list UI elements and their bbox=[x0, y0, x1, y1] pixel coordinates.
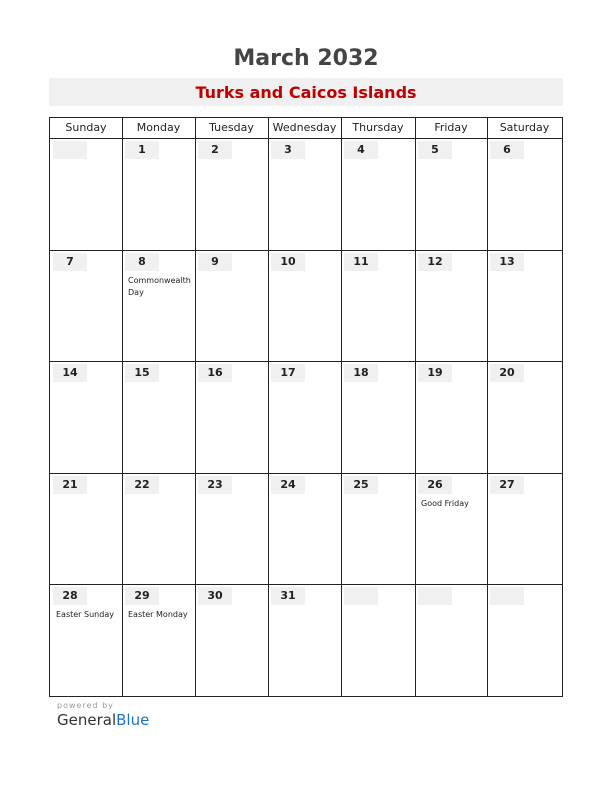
day-cell-30 bbox=[196, 585, 268, 696]
day-number-box bbox=[53, 364, 87, 382]
day-number: 16 bbox=[207, 366, 223, 379]
day-number-box bbox=[418, 587, 452, 605]
day-number-box bbox=[271, 141, 305, 159]
day-number-box bbox=[418, 253, 452, 271]
day-cell-27 bbox=[488, 474, 562, 585]
day-cell-6 bbox=[488, 139, 562, 250]
day-number bbox=[344, 587, 378, 605]
day-number-box bbox=[344, 364, 378, 382]
day-number-box bbox=[125, 587, 159, 605]
day-number-box bbox=[125, 476, 159, 494]
day-number: 17 bbox=[280, 366, 296, 379]
day-cell-3 bbox=[269, 139, 341, 250]
day-number: 5 bbox=[431, 143, 439, 156]
day-number-box bbox=[490, 141, 524, 159]
day-number-box bbox=[418, 364, 452, 382]
day-number-box bbox=[53, 476, 87, 494]
day-number-box bbox=[344, 253, 378, 271]
day-number: 24 bbox=[280, 478, 296, 491]
day-number: 7 bbox=[66, 255, 74, 268]
day-number: 2 bbox=[211, 143, 219, 156]
day-cell-10 bbox=[269, 251, 341, 362]
day-number-box bbox=[490, 476, 524, 494]
day-number-box bbox=[418, 141, 452, 159]
day-number: 25 bbox=[353, 478, 369, 491]
day-number-box bbox=[198, 587, 232, 605]
day-number: 26 bbox=[427, 478, 443, 491]
weekday-header-row bbox=[50, 118, 562, 139]
empty-day-cell bbox=[51, 139, 122, 250]
day-number-box bbox=[344, 587, 378, 605]
day-cell-11 bbox=[342, 251, 415, 362]
day-number-box bbox=[490, 253, 524, 271]
day-cell-25 bbox=[342, 474, 415, 585]
day-number: 31 bbox=[280, 589, 296, 602]
day-cell-8 bbox=[123, 251, 195, 362]
day-number: 10 bbox=[280, 255, 296, 268]
day-number: 21 bbox=[62, 478, 78, 491]
day-cell-23 bbox=[196, 474, 268, 585]
holiday-label: Easter Monday bbox=[128, 610, 188, 619]
day-number-box bbox=[125, 364, 159, 382]
day-number: 11 bbox=[353, 255, 369, 268]
day-cell-5 bbox=[416, 139, 487, 250]
holiday-label: Good Friday bbox=[421, 499, 469, 508]
day-cell-26 bbox=[416, 474, 487, 585]
day-number: 8 bbox=[138, 255, 146, 268]
holiday-label: Commonwealth Day bbox=[128, 276, 191, 297]
day-cell-4 bbox=[342, 139, 415, 250]
empty-day-cell bbox=[342, 585, 415, 696]
powered-by-label: powered by bbox=[57, 701, 114, 710]
weekday-header-thursday: Thursday bbox=[352, 121, 404, 134]
day-number-box bbox=[271, 476, 305, 494]
day-number: 30 bbox=[207, 589, 223, 602]
day-number-box bbox=[53, 587, 87, 605]
weekday-header-saturday: Saturday bbox=[499, 121, 550, 134]
day-number: 13 bbox=[499, 255, 515, 268]
day-cell-7 bbox=[51, 251, 122, 362]
day-cell-14 bbox=[51, 362, 122, 473]
day-cell-29 bbox=[123, 585, 195, 696]
day-cell-28 bbox=[51, 585, 122, 696]
footer bbox=[57, 701, 149, 729]
calendar-grid bbox=[49, 117, 563, 697]
day-number-box bbox=[53, 253, 87, 271]
day-number: 23 bbox=[207, 478, 223, 491]
day-cell-19 bbox=[416, 362, 487, 473]
empty-day-cell bbox=[488, 585, 562, 696]
day-cell-31 bbox=[269, 585, 341, 696]
weekday-header-friday: Friday bbox=[434, 121, 468, 134]
country-subtitle: Turks and Caicos Islands bbox=[195, 83, 417, 102]
day-number-box bbox=[198, 476, 232, 494]
day-number bbox=[53, 141, 87, 159]
day-number-box bbox=[271, 253, 305, 271]
weekday-header-wednesday: Wednesday bbox=[272, 121, 337, 134]
day-number: 3 bbox=[284, 143, 292, 156]
weekday-header-monday: Monday bbox=[136, 121, 181, 134]
day-number-box bbox=[418, 476, 452, 494]
day-cell-20 bbox=[488, 362, 562, 473]
day-number: 12 bbox=[427, 255, 443, 268]
day-number: 1 bbox=[138, 143, 146, 156]
brand-logo[interactable] bbox=[57, 711, 149, 729]
day-number-box bbox=[271, 364, 305, 382]
holiday-label: Easter Sunday bbox=[56, 610, 114, 619]
day-number bbox=[418, 587, 452, 605]
day-number-box bbox=[198, 141, 232, 159]
day-number: 15 bbox=[134, 366, 150, 379]
page-title: March 2032 bbox=[233, 46, 379, 71]
empty-day-cell bbox=[416, 585, 487, 696]
weekday-header-sunday: Sunday bbox=[65, 121, 107, 134]
brand-blue: Blue bbox=[116, 711, 150, 729]
day-number: 19 bbox=[427, 366, 443, 379]
day-number: 14 bbox=[62, 366, 78, 379]
day-cell-16 bbox=[196, 362, 268, 473]
day-cell-21 bbox=[51, 474, 122, 585]
day-number: 18 bbox=[353, 366, 369, 379]
day-number-box bbox=[198, 364, 232, 382]
day-number: 4 bbox=[357, 143, 365, 156]
day-number-box bbox=[198, 253, 232, 271]
day-cell-24 bbox=[269, 474, 341, 585]
brand-general: General bbox=[57, 711, 117, 729]
weekday-header-tuesday: Tuesday bbox=[209, 121, 254, 134]
day-number-box bbox=[125, 141, 159, 159]
day-cell-2 bbox=[196, 139, 268, 250]
day-number-box bbox=[271, 587, 305, 605]
day-number-box bbox=[490, 587, 524, 605]
day-number: 6 bbox=[503, 143, 511, 156]
day-number: 22 bbox=[134, 478, 150, 491]
day-cell-13 bbox=[488, 251, 562, 362]
day-cell-1 bbox=[123, 139, 195, 250]
day-cell-12 bbox=[416, 251, 487, 362]
day-number-box bbox=[344, 141, 378, 159]
day-number: 20 bbox=[499, 366, 515, 379]
day-number-box bbox=[490, 364, 524, 382]
day-number: 29 bbox=[134, 589, 150, 602]
day-number: 27 bbox=[499, 478, 515, 491]
day-number-box bbox=[53, 141, 87, 159]
day-cell-15 bbox=[123, 362, 195, 473]
day-cell-22 bbox=[123, 474, 195, 585]
day-number bbox=[490, 587, 524, 605]
day-cell-18 bbox=[342, 362, 415, 473]
day-number: 28 bbox=[62, 589, 78, 602]
day-cell-9 bbox=[196, 251, 268, 362]
day-cell-17 bbox=[269, 362, 341, 473]
day-number: 9 bbox=[211, 255, 219, 268]
day-number-box bbox=[344, 476, 378, 494]
day-number-box bbox=[125, 253, 159, 271]
